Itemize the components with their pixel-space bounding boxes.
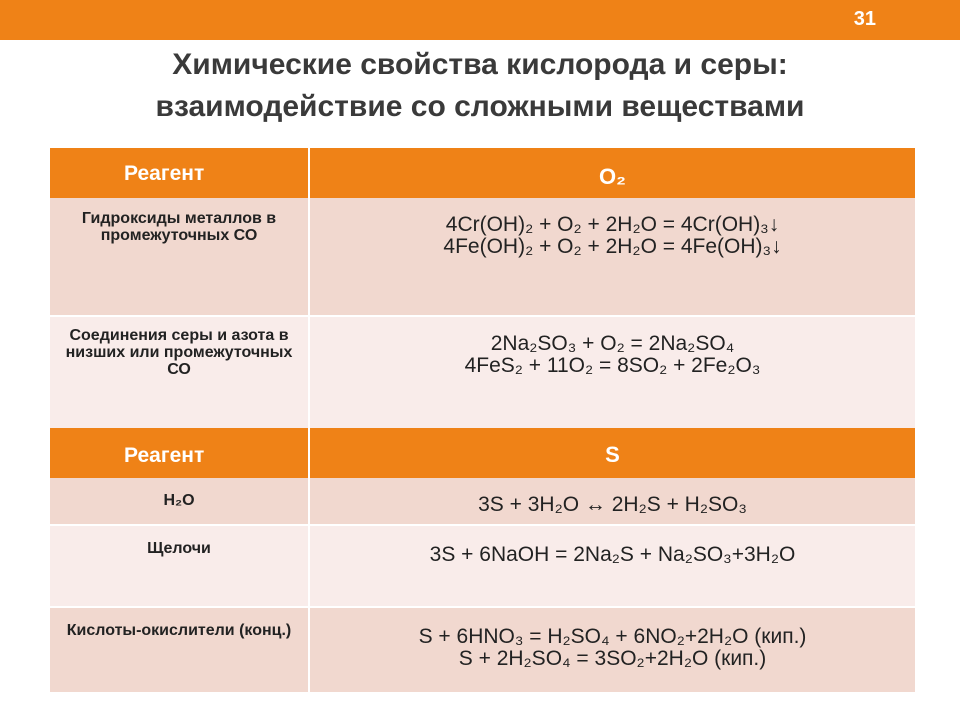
table-row <box>50 315 915 430</box>
equation: 4Cr(OH)₂ + O₂ + 2H₂O = 4Cr(OH)₃↓ <box>445 213 780 236</box>
slide-title <box>0 44 960 128</box>
row-label: Гидроксиды металлов в промежуточных СО <box>81 210 277 244</box>
title-line-2: взаимодействие со сложными веществами <box>155 90 805 123</box>
equation: S + 6HNO₃ = H₂SO₄ + 6NO₂+2H₂O (кип.) <box>418 625 807 648</box>
equation: 4FeS₂ + 11O₂ = 8SO₂ + 2Fe₂O₃ <box>464 354 761 377</box>
equation: 3S + 6NaOH = 2Na₂S + Na₂SO₃+3H₂O <box>429 543 796 566</box>
row-label: Щелочи <box>147 540 211 557</box>
equation-cell <box>308 198 915 315</box>
table-row <box>50 478 915 524</box>
table-row <box>50 524 915 608</box>
row-label: H₂O <box>163 492 195 509</box>
row-label: Соединения серы и азота в низших или промежуточных СО <box>65 327 293 378</box>
header-oxygen: O₂ <box>308 148 915 198</box>
equation: 4Fe(OH)₂ + O₂ + 2H₂O = 4Fe(OH)₃↓ <box>443 235 782 258</box>
equation: S + 2H₂SO₄ = 3SO₂+2H₂O (кип.) <box>458 647 767 670</box>
row-label: Кислоты-окислители (конц.) <box>66 622 292 639</box>
sulfur-table-header <box>50 428 915 478</box>
equation-cell <box>308 317 915 430</box>
equation: 2Na₂SO₃ + O₂ = 2Na₂SO₄ <box>490 332 735 355</box>
title-line-1: Химические свойства кислорода и серы: <box>172 48 788 81</box>
equation-cell <box>308 478 915 524</box>
sulfur-table <box>50 428 915 690</box>
oxygen-table <box>50 148 915 428</box>
header-sulfur: S <box>308 428 915 478</box>
equation: 3S + 3H₂O ↔ 2H₂S + H₂SO₃ <box>478 493 747 516</box>
top-bar <box>0 0 960 40</box>
table-row <box>50 198 915 315</box>
equation-cell <box>308 608 915 692</box>
header-reagent: Реагент <box>124 444 205 467</box>
oxygen-table-header <box>50 148 915 198</box>
table-row <box>50 606 915 692</box>
equation-cell <box>308 526 915 608</box>
slide-number: 31 <box>853 8 876 30</box>
header-reagent: Реагент <box>124 162 205 185</box>
